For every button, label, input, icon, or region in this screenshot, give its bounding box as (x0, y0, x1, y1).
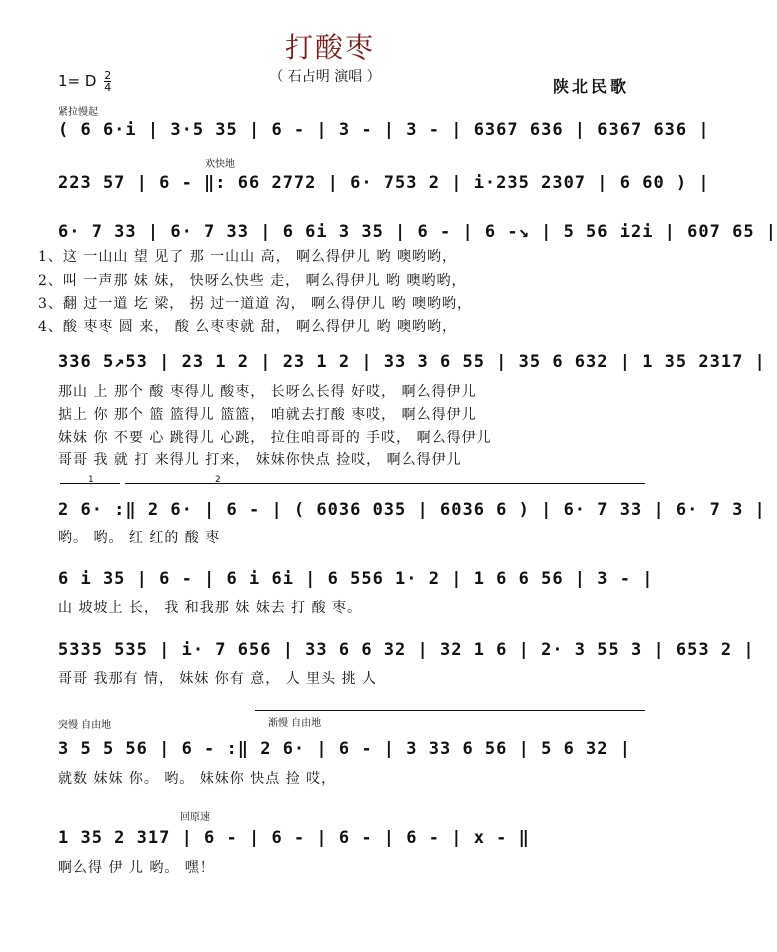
lyric-line-9: 啊么得 伊 儿 哟。 嘿！ (58, 860, 215, 876)
verse2-line-2: 掂上 你 那个 篮 篮得儿 篮篮， 咱就去打酸 枣哎， 啊么得伊儿 (58, 407, 477, 423)
singer-credit: （ 石占明 演唱 ） (269, 69, 381, 85)
volta-first-label: 1 (88, 475, 94, 485)
origin-label: 陕北民歌 (553, 77, 630, 96)
tempo-return: 回原速 (180, 812, 210, 823)
lyric-line-8: 就数 妹妹 你。 哟。 妹妹你 快点 捡 哎， (58, 771, 337, 787)
gradual-slow-line (255, 710, 645, 711)
verse-line-1: 1、这 一山山 望 见了 那 一山山 高， 啊么得伊儿 哟 噢哟哟， (38, 249, 457, 265)
notation-row-9: 1 35 2 317 | 6 - | 6 - | 6 - | 6 - | x - ‖ (58, 828, 530, 848)
verse2-line-1: 那山 上 那个 酸 枣得儿 酸枣， 长呀么长得 好哎， 啊么得伊儿 (58, 384, 477, 400)
tempo-intro: 紧拉慢起 (58, 107, 98, 118)
notation-row-2: 223 57 | 6 - ‖: 66 2772 | 6· 753 2 | i·235 2307 | 6 60 ) | (58, 173, 710, 193)
verse2-line-4: 哥哥 我 就 打 来得儿 打来， 妹妹你快点 捡哎， 啊么得伊儿 (58, 452, 462, 468)
notation-row-7: 5335 535 | i· 7 656 | 33 6 6 32 | 32 1 6 | 2· 3 55 3 | 653 2 | (58, 640, 755, 660)
verse2-line-3: 妹妹 你 不要 心 跳得儿 心跳， 拉住咱哥哥的 手哎， 啊么得伊儿 (58, 430, 492, 446)
key-label: 1= D (58, 72, 97, 90)
time-numerator: 2 (104, 69, 112, 82)
song-title: 打酸枣 (284, 31, 375, 64)
lyric-line-5: 哟。 哟。 红 红的 酸 枣 (58, 530, 221, 546)
volta-second-bracket (125, 483, 645, 484)
verse-line-3: 3、翻 过一道 圪 梁， 拐 过一道道 沟， 啊么得伊儿 哟 噢哟哟， (38, 296, 472, 312)
notation-row-3: 6· 7 33 | 6· 7 33 | 6 6i 3 35 | 6 - | 6 -↘ | 5 56 i2i | 607 65 | (58, 222, 777, 242)
notation-row-4: 336 5↗53 | 23 1 2 | 23 1 2 | 33 3 6 55 | 35 6 632 | 1 35 2317 | (58, 352, 766, 372)
lyric-line-6: 山 坡坡上 长， 我 和我那 妹 妹去 打 酸 枣。 (58, 600, 363, 616)
time-signature (104, 70, 111, 93)
verse-line-2: 2、叫 一声那 妹 妹， 快呀么快些 走， 啊么得伊儿 哟 噢哟哟， (38, 273, 467, 289)
tempo-gradual-slow: 渐慢 自由地 (268, 718, 322, 729)
notation-row-8: 3 5 5 56 | 6 - :‖ 2 6· | 6 - | 3 33 6 56 | 5 6 32 | (58, 739, 631, 759)
tempo-sudden-slow: 突慢 自由地 (58, 720, 112, 731)
tempo-lively: 欢快地 (205, 159, 235, 170)
time-denominator: 4 (104, 81, 112, 94)
notation-row-5: 2 6· :‖ 2 6· | 6 - | ( 6036 035 | 6036 6 ) | 6· 7 33 | 6· 7 3 | (58, 500, 766, 520)
lyric-line-7: 哥哥 我那有 情， 妹妹 你有 意， 人 里头 挑 人 (58, 671, 378, 687)
key-signature (58, 70, 111, 93)
notation-row-6: 6 i 35 | 6 - | 6 i 6i | 6 556 1· 2 | 1 6 6 56 | 3 - | (58, 569, 654, 589)
verse-line-4: 4、酸 枣枣 圆 来， 酸 么枣枣就 甜， 啊么得伊儿 哟 噢哟哟， (38, 319, 457, 335)
volta-second-label: 2 (215, 475, 221, 485)
notation-row-1: ( 6 6·i | 3·5 35 | 6 - | 3 - | 3 - | 6367 636 | 6367 636 | (58, 120, 710, 140)
